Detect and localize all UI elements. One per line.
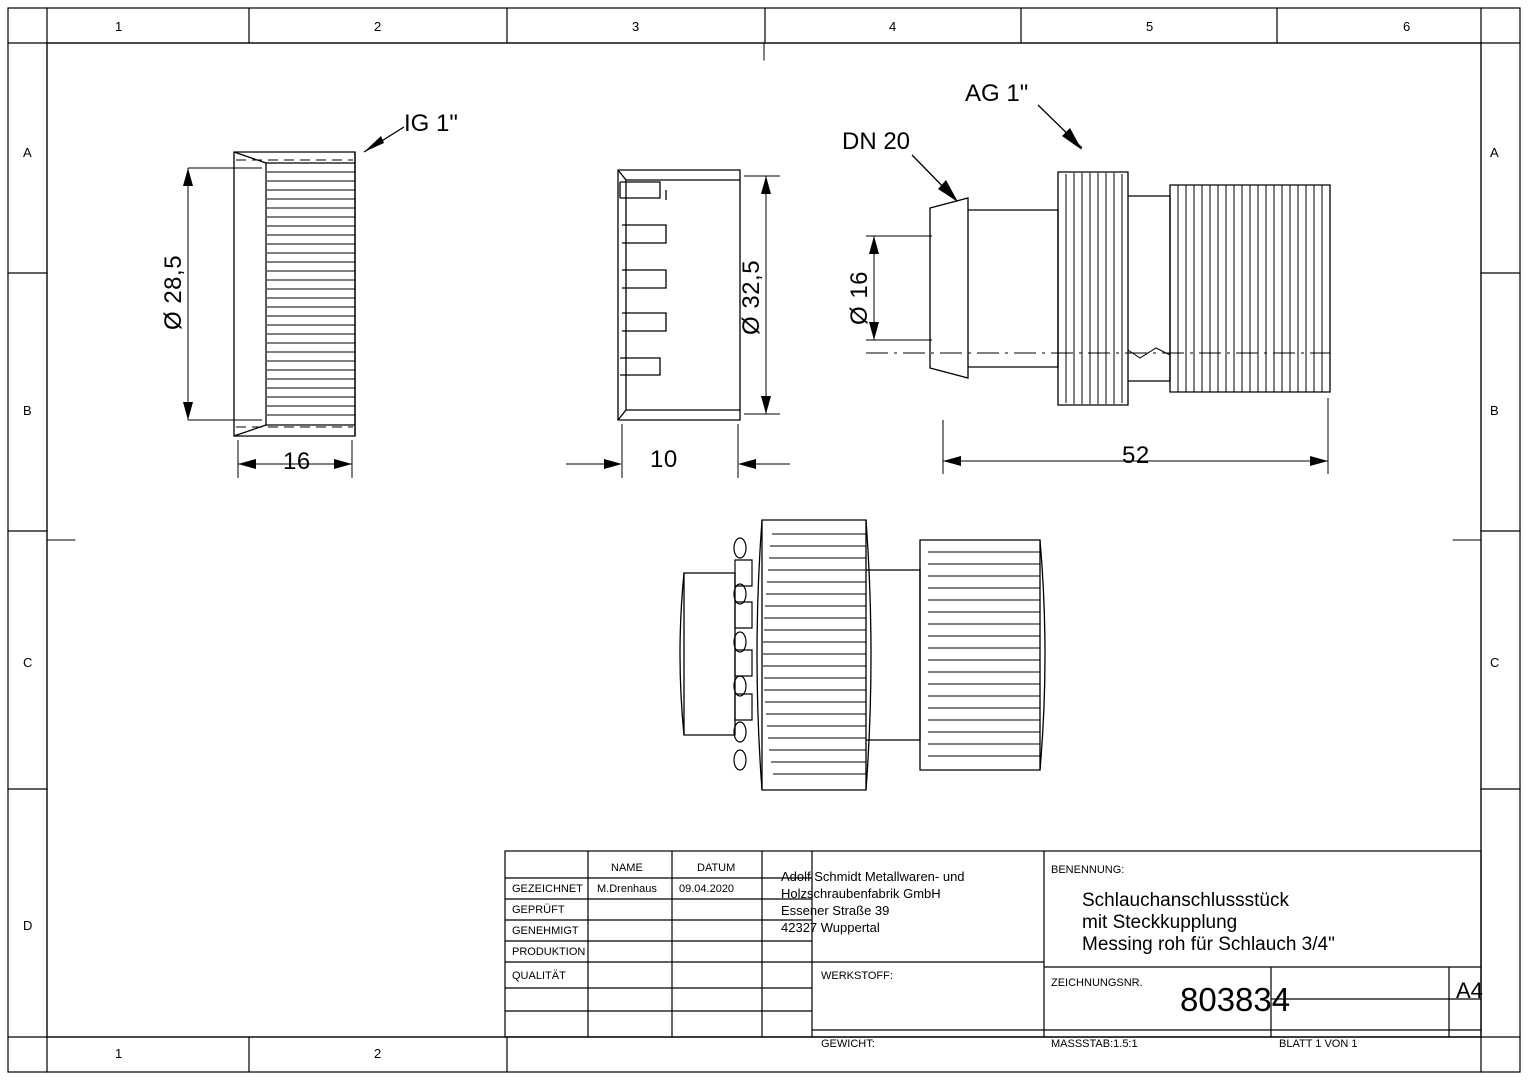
dim-label-16: 16 (283, 448, 311, 475)
sheet-format-value: A4 (1456, 978, 1483, 1003)
zone-label-left-a: A (23, 145, 32, 160)
company-line-2: Holzschraubenfabrik GmbH (781, 886, 941, 901)
benennung-label: BENENNUNG: (1051, 864, 1125, 876)
dim-label-d285: Ø 28,5 (160, 254, 187, 330)
zone-label-top-5: 5 (1146, 19, 1154, 34)
view-coupling-side (618, 170, 740, 420)
annotation-dn-20: DN 20 (842, 128, 911, 155)
werkstoff-label: WERKSTOFF: (821, 970, 893, 982)
dim-label-d16: Ø 16 (846, 270, 873, 325)
zone-label-top-1: 1 (115, 19, 123, 34)
titleblock-col-datum: DATUM (697, 862, 736, 874)
zone-label-bottom-2: 2 (374, 1046, 382, 1061)
benennung-line-2: mit Steckkupplung (1082, 912, 1238, 933)
zone-label-right-a: A (1490, 145, 1499, 160)
zone-label-left-c: C (23, 655, 33, 670)
titleblock-row-label-qualitaet: QUALITÄT (512, 970, 566, 982)
massstab-value: MASSSTAB:1.5:1 (1051, 1038, 1138, 1050)
leader-dn (912, 155, 958, 202)
zone-label-top-3: 3 (632, 19, 640, 34)
titleblock-row-label-gezeichnet: GEZEICHNET (512, 883, 583, 895)
view-assembly-side (866, 172, 1330, 405)
blatt-value: BLATT 1 VON 1 (1279, 1038, 1358, 1050)
zone-label-top-2: 2 (374, 19, 382, 34)
titleblock-row-datum-gezeichnet: 09.04.2020 (679, 883, 735, 895)
gewicht-label: GEWICHT: (821, 1038, 875, 1050)
zone-label-bottom-1: 1 (115, 1046, 123, 1061)
dim-d16 (866, 236, 932, 340)
view-assembly-iso (680, 520, 1045, 790)
zone-label-top-4: 4 (889, 19, 897, 34)
zone-label-left-b: B (23, 403, 32, 418)
titleblock-row-label-genehmigt: GENEHMIGT (512, 925, 579, 937)
company-line-4: 42327 Wuppertal (781, 920, 880, 935)
company-line-3: Essener Straße 39 (781, 903, 890, 918)
leader-ag (1038, 105, 1082, 150)
dim-10 (566, 424, 790, 478)
titleblock-row-label-produktion: PRODUKTION (512, 946, 586, 958)
zone-label-right-b: B (1490, 403, 1499, 418)
leader-ig (364, 127, 404, 152)
zone-label-left-d: D (23, 918, 33, 933)
titleblock-row-label-geprueft: GEPRÜFT (512, 904, 565, 916)
benennung-line-3: Messing roh für Schlauch 3/4" (1082, 934, 1335, 955)
annotation-ag-1: AG 1" (965, 80, 1029, 107)
zone-label-top-6: 6 (1403, 19, 1411, 34)
zeichnungsnr-value: 803834 (1180, 981, 1291, 1018)
annotation-ig-1: IG 1" (404, 110, 458, 137)
benennung-line-1: Schlauchanschlussstück (1082, 890, 1289, 911)
zeichnungsnr-label: ZEICHNUNGSNR. (1051, 977, 1143, 989)
dim-label-52: 52 (1122, 442, 1150, 469)
titleblock-col-name: NAME (611, 862, 643, 874)
dim-label-10: 10 (650, 446, 678, 473)
dim-label-d325: Ø 32,5 (738, 259, 765, 335)
dim-d285 (183, 168, 262, 420)
zone-label-right-c: C (1490, 655, 1500, 670)
titleblock-row-name-gezeichnet: M.Drenhaus (597, 883, 657, 895)
view-nut-side (234, 152, 355, 436)
company-line-1: Adolf Schmidt Metallwaren- und (781, 869, 965, 884)
